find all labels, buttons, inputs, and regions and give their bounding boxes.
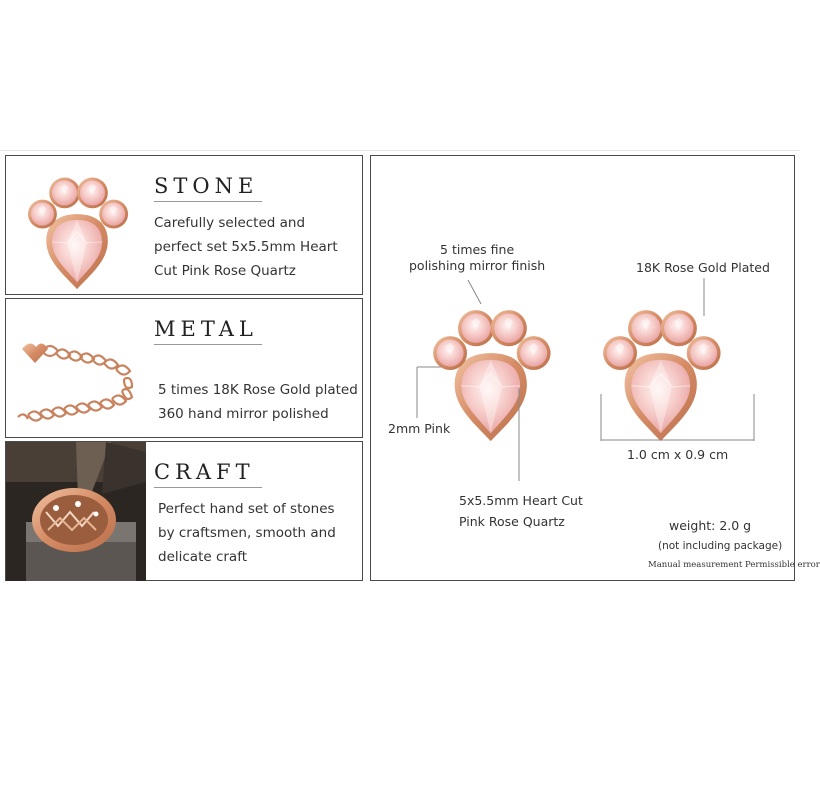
polish-label-line: 5 times fine — [440, 242, 515, 257]
weight-note: (not including package) — [658, 540, 783, 552]
craft-description — [158, 497, 336, 569]
metal-title-rule — [154, 344, 262, 345]
metal-description — [158, 378, 358, 426]
craft-title-rule — [154, 487, 262, 488]
metal-title: METAL — [154, 317, 258, 341]
polish-label — [409, 242, 545, 274]
metal-panel — [5, 298, 363, 438]
craft-line: by craftsmen, smooth and — [158, 525, 336, 541]
polish-label-line: polishing mirror finish — [409, 258, 546, 273]
heart-label-line: 5x5.5mm Heart Cut — [459, 493, 583, 508]
pink-label: 2mm Pink — [388, 421, 451, 436]
stone-title: STONE — [154, 174, 259, 198]
stone-line: perfect set 5x5.5mm Heart — [154, 239, 338, 255]
disclaimer: Manual measurement Permissible error — [648, 560, 820, 570]
stone-line: Carefully selected and — [154, 215, 306, 231]
heart-label — [459, 490, 583, 532]
stone-panel — [5, 155, 363, 295]
detail-panel — [370, 155, 820, 581]
metal-line: 360 hand mirror polished — [158, 406, 329, 422]
craft-line: Perfect hand set of stones — [158, 501, 335, 517]
craft-title: CRAFT — [154, 460, 255, 484]
craft-line: delicate craft — [158, 549, 248, 565]
stone-title-rule — [154, 201, 262, 202]
stone-description — [154, 211, 338, 283]
plated-label: 18K Rose Gold Plated — [636, 260, 770, 275]
weight-label: weight: 2.0 g — [669, 518, 752, 533]
craft-panel — [5, 441, 363, 581]
top-divider — [0, 150, 800, 151]
chain-image — [12, 329, 144, 429]
paw-stone-image — [14, 166, 144, 291]
size-label: 1.0 cm x 0.9 cm — [627, 447, 729, 462]
stone-line: Cut Pink Rose Quartz — [154, 263, 296, 279]
polish-leader — [468, 280, 481, 304]
craft-image — [6, 442, 146, 581]
heart-label-line: Pink Rose Quartz — [459, 514, 565, 529]
metal-line: 5 times 18K Rose Gold plated — [158, 382, 358, 398]
